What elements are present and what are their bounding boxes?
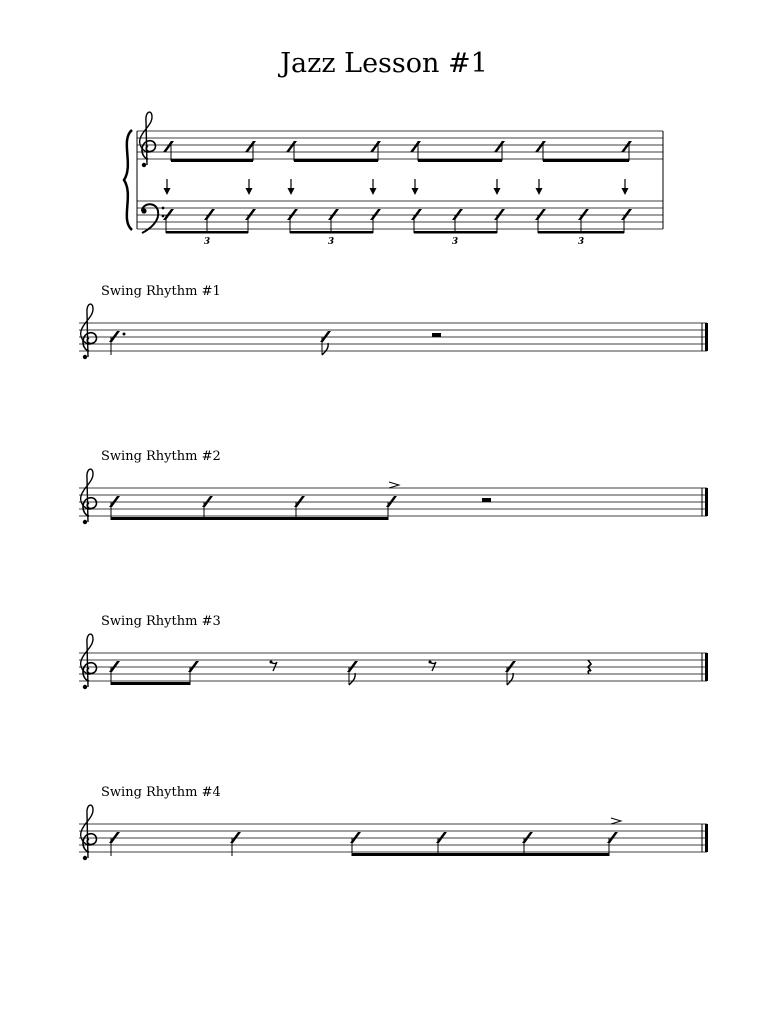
example-treble-staff	[137, 131, 663, 159]
exercise-4-label: Swing Rhythm #4	[101, 785, 221, 800]
exercise-3-staff	[79, 634, 708, 689]
exercise-2-staff	[79, 469, 708, 524]
exercise-3-label: Swing Rhythm #3	[101, 614, 221, 629]
exercise-1-label: Swing Rhythm #1	[101, 284, 221, 299]
exercise-4-staff	[79, 805, 708, 860]
brace-icon	[124, 130, 132, 230]
example-grand-staff	[124, 112, 663, 247]
exercise-2-label: Swing Rhythm #2	[101, 449, 221, 464]
svg-text:3: 3	[203, 237, 211, 247]
down-arrow-icon	[164, 179, 629, 195]
svg-text:3: 3	[327, 237, 335, 247]
exercise-1-staff	[79, 304, 708, 359]
svg-text:3: 3	[577, 237, 585, 247]
svg-text:3: 3	[451, 237, 459, 247]
page-title: Jazz Lesson #1	[280, 48, 488, 79]
